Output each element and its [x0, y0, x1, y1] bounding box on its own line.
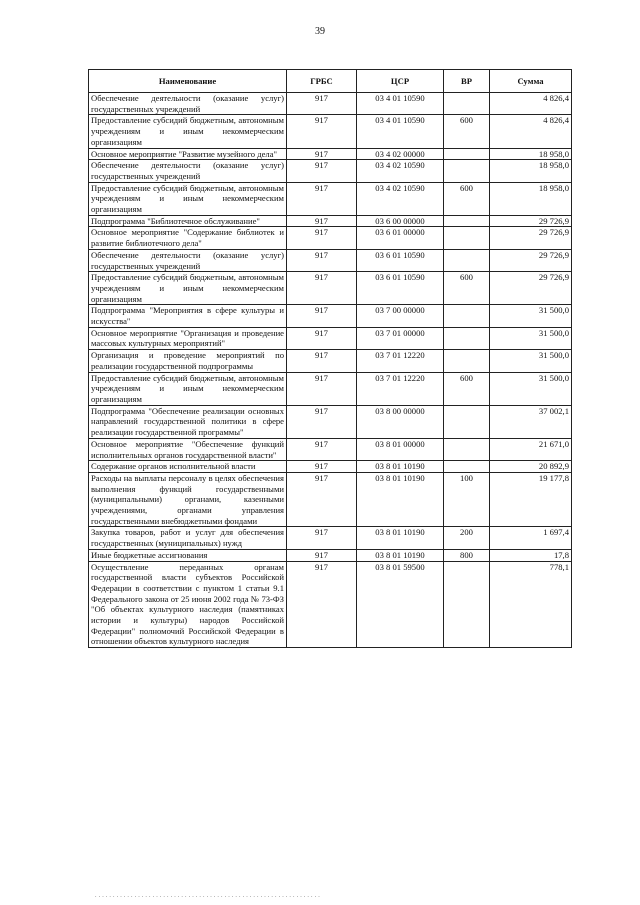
cell-vr: [444, 215, 490, 227]
cell-vr: [444, 249, 490, 271]
table-row: [89, 249, 572, 271]
cell-sum: 31 500,0: [490, 327, 572, 349]
cell-name: Подпрограмма "Библиотечное обслуживание": [89, 215, 287, 227]
cell-vr: 100: [444, 472, 490, 527]
cell-csr: 03 7 01 12220: [357, 372, 444, 405]
cell-sum: 4 826,4: [490, 93, 572, 115]
cell-vr: [444, 160, 490, 182]
table-body: [89, 93, 572, 648]
cell-grbs: 917: [287, 549, 357, 561]
header-csr: ЦСР: [357, 70, 444, 93]
cell-vr: [444, 227, 490, 249]
cell-grbs: 917: [287, 327, 357, 349]
cell-grbs: 917: [287, 438, 357, 460]
table-row: [89, 472, 572, 527]
cell-csr: 03 6 01 10590: [357, 249, 444, 271]
cell-csr: 03 6 01 10590: [357, 272, 444, 305]
table-row: [89, 305, 572, 327]
cell-sum: 18 958,0: [490, 160, 572, 182]
table-row: [89, 160, 572, 182]
cell-vr: [444, 305, 490, 327]
cell-grbs: 917: [287, 215, 357, 227]
cell-sum: 29 726,9: [490, 249, 572, 271]
cell-sum: 20 892,9: [490, 461, 572, 473]
cell-sum: 31 500,0: [490, 305, 572, 327]
cell-grbs: 917: [287, 372, 357, 405]
footer-scan-artifact: . . . . . . . . . . . . . . . . . . . . . . . . . . . . . . . . . . . . . . . . . . . . . . . . . . . . . . . . . . . . . . .: [95, 893, 320, 899]
cell-name: Обеспечение деятельности (оказание услуг) государственных учреждений: [89, 249, 287, 271]
cell-vr: 200: [444, 527, 490, 549]
cell-vr: [444, 93, 490, 115]
cell-vr: 600: [444, 272, 490, 305]
cell-grbs: 917: [287, 350, 357, 372]
table-row: [89, 148, 572, 160]
cell-csr: 03 7 01 00000: [357, 327, 444, 349]
cell-grbs: 917: [287, 227, 357, 249]
cell-sum: 29 726,9: [490, 215, 572, 227]
cell-vr: [444, 461, 490, 473]
cell-sum: 4 826,4: [490, 115, 572, 148]
cell-name: Подпрограмма "Обеспечение реализации основных направлений государственной политики в сфере реализации государственной программы": [89, 405, 287, 438]
cell-name: Иные бюджетные ассигнования: [89, 549, 287, 561]
table-row: [89, 93, 572, 115]
table-row: [89, 438, 572, 460]
cell-csr: 03 7 01 12220: [357, 350, 444, 372]
table-row: [89, 527, 572, 549]
cell-sum: 778,1: [490, 561, 572, 648]
cell-vr: 600: [444, 372, 490, 405]
cell-name: Основное мероприятие "Организация и проведение массовых культурных мероприятий": [89, 327, 287, 349]
table-row: [89, 372, 572, 405]
cell-grbs: 917: [287, 461, 357, 473]
cell-name: Предоставление субсидий бюджетным, автономным учреждениям и иным некоммерческим организациям: [89, 115, 287, 148]
cell-name: Расходы на выплаты персоналу в целях обеспечения выполнения функций государственными (муниципальными) органами, казенными учреждениями, органами управления государственными внебюджетными фондами: [89, 472, 287, 527]
cell-name: Предоставление субсидий бюджетным, автономным учреждениям и иным некоммерческим организациям: [89, 372, 287, 405]
cell-csr: 03 7 00 00000: [357, 305, 444, 327]
cell-name: Основное мероприятие "Развитие музейного дела": [89, 148, 287, 160]
page-number: 39: [315, 26, 325, 37]
cell-sum: 37 002,1: [490, 405, 572, 438]
table-row: [89, 461, 572, 473]
cell-sum: 29 726,9: [490, 227, 572, 249]
cell-sum: 31 500,0: [490, 350, 572, 372]
table-row: [89, 405, 572, 438]
cell-csr: 03 8 01 10190: [357, 527, 444, 549]
cell-name: Обеспечение деятельности (оказание услуг) государственных учреждений: [89, 93, 287, 115]
cell-csr: 03 8 00 00000: [357, 405, 444, 438]
cell-name: Основное мероприятие "Содержание библиотек и развитие библиотечного дела": [89, 227, 287, 249]
table-row: [89, 215, 572, 227]
cell-vr: [444, 327, 490, 349]
cell-sum: 21 671,0: [490, 438, 572, 460]
cell-grbs: 917: [287, 561, 357, 648]
table-row: [89, 227, 572, 249]
cell-csr: 03 4 02 00000: [357, 148, 444, 160]
header-sum: Сумма: [490, 70, 572, 93]
cell-grbs: 917: [287, 527, 357, 549]
cell-grbs: 917: [287, 472, 357, 527]
cell-grbs: 917: [287, 305, 357, 327]
cell-csr: 03 8 01 59500: [357, 561, 444, 648]
cell-csr: 03 4 02 10590: [357, 160, 444, 182]
cell-vr: 800: [444, 549, 490, 561]
cell-csr: 03 8 01 10190: [357, 549, 444, 561]
cell-csr: 03 6 00 00000: [357, 215, 444, 227]
cell-grbs: 917: [287, 93, 357, 115]
cell-name: Предоставление субсидий бюджетным, автономным учреждениям и иным некоммерческим организациям: [89, 272, 287, 305]
cell-name: Закупка товаров, работ и услуг для обеспечения государственных (муниципальных) нужд: [89, 527, 287, 549]
cell-csr: 03 4 01 10590: [357, 93, 444, 115]
cell-name: Обеспечение деятельности (оказание услуг) государственных учреждений: [89, 160, 287, 182]
cell-name: Предоставление субсидий бюджетным, автономным учреждениям и иным некоммерческим организациям: [89, 182, 287, 215]
cell-vr: [444, 405, 490, 438]
cell-sum: 19 177,8: [490, 472, 572, 527]
cell-csr: 03 6 01 00000: [357, 227, 444, 249]
cell-name: Основное мероприятие "Обеспечение функций исполнительных органов государственной власти": [89, 438, 287, 460]
table-row: [89, 115, 572, 148]
header-name: Наименование: [89, 70, 287, 93]
cell-sum: 29 726,9: [490, 272, 572, 305]
cell-name: Подпрограмма "Мероприятия в сфере культуры и искусства": [89, 305, 287, 327]
cell-vr: 600: [444, 182, 490, 215]
table-row: [89, 272, 572, 305]
cell-sum: 31 500,0: [490, 372, 572, 405]
header-vr: ВР: [444, 70, 490, 93]
cell-name: Осуществление переданных органам государственной власти субъектов Российской Федерации в соответствии с пунктом 1 статьи 9.1 Федерального закона от 25 июня 2002 года № 73-ФЗ "Об объектах культурного наследия (памятниках истории и культуры) народов Российской Федерации" полномочий Российской Федерации в отношении объектов культурного наследия: [89, 561, 287, 648]
table-row: [89, 350, 572, 372]
cell-csr: 03 8 01 10190: [357, 472, 444, 527]
cell-vr: [444, 350, 490, 372]
cell-grbs: 917: [287, 405, 357, 438]
cell-sum: 18 958,0: [490, 182, 572, 215]
cell-grbs: 917: [287, 249, 357, 271]
cell-sum: 18 958,0: [490, 148, 572, 160]
cell-vr: 600: [444, 115, 490, 148]
cell-grbs: 917: [287, 182, 357, 215]
table-row: [89, 182, 572, 215]
cell-csr: 03 4 01 10590: [357, 115, 444, 148]
cell-grbs: 917: [287, 148, 357, 160]
cell-name: Содержание органов исполнительной власти: [89, 461, 287, 473]
table-row: [89, 549, 572, 561]
cell-vr: [444, 438, 490, 460]
table-row: [89, 327, 572, 349]
table-header-row: [89, 70, 572, 93]
budget-table: [88, 69, 572, 648]
cell-csr: 03 4 02 10590: [357, 182, 444, 215]
cell-sum: 17,8: [490, 549, 572, 561]
cell-vr: [444, 561, 490, 648]
cell-vr: [444, 148, 490, 160]
cell-grbs: 917: [287, 160, 357, 182]
cell-name: Организация и проведение мероприятий по реализации государственной подпрограммы: [89, 350, 287, 372]
cell-csr: 03 8 01 10190: [357, 461, 444, 473]
cell-csr: 03 8 01 00000: [357, 438, 444, 460]
cell-sum: 1 697,4: [490, 527, 572, 549]
header-grbs: ГРБС: [287, 70, 357, 93]
table-row: [89, 561, 572, 648]
cell-grbs: 917: [287, 115, 357, 148]
cell-grbs: 917: [287, 272, 357, 305]
